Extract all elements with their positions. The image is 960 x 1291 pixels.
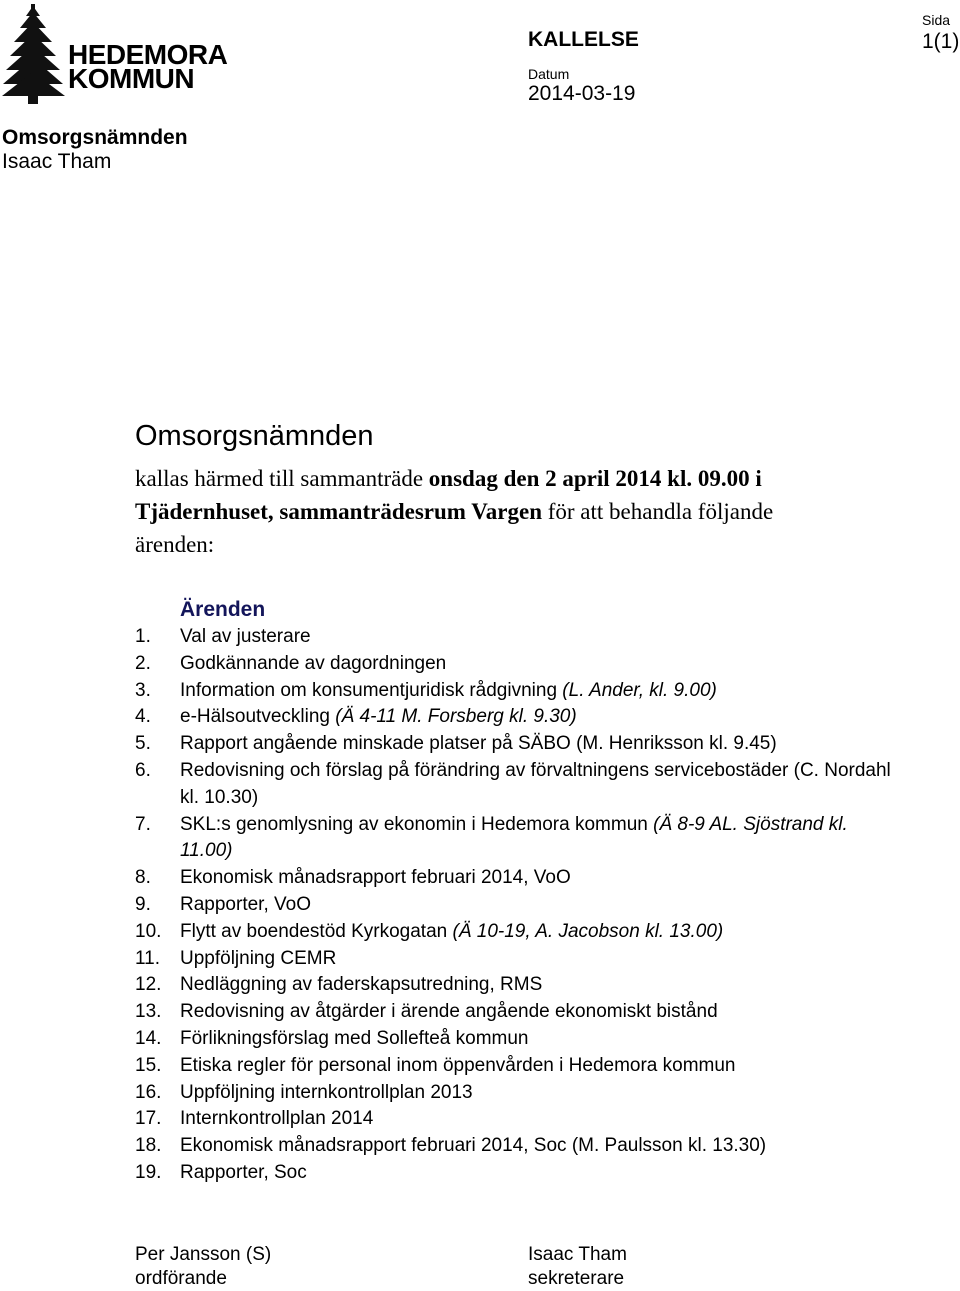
agenda-item-number: 8. — [135, 867, 151, 889]
agenda-title: Ärenden — [180, 598, 266, 621]
invitation-part-1: kallas härmed till sammanträde — [135, 466, 429, 491]
agenda-item-title: Val av justerare — [180, 626, 311, 647]
hedemora-kommun-logo — [2, 2, 228, 106]
agenda-item-number: 13. — [135, 1001, 162, 1023]
agenda-item-title: Internkontrollplan 2014 — [180, 1108, 374, 1130]
agenda-item-number: 15. — [135, 1054, 162, 1076]
agenda-item-text — [180, 1080, 895, 1107]
agenda-item — [135, 1133, 895, 1160]
agenda-item-text — [180, 624, 895, 651]
agenda-item-number: 14. — [135, 1027, 162, 1049]
signature-role: sekreterare — [528, 1268, 625, 1289]
logo-text-line2: KOMMUN — [68, 63, 195, 94]
invitation-meeting-details: onsdag den 2 april 2014 kl. 09.00 i Tjädernhuset, sammanträdesrum Vargen — [135, 466, 762, 524]
agenda-item-title: Etiska regler för personal inom öppenvården i Hedemora kommun — [180, 1054, 736, 1076]
agenda-item — [135, 1026, 895, 1053]
agenda-item-note: (L. Ander, kl. 9.00) — [562, 679, 717, 701]
date-value: 2014-03-19 — [528, 82, 636, 105]
agenda-item-title: Information om konsumentjuridisk rådgivning — [180, 679, 563, 701]
agenda-item-title: Uppföljning CEMR — [180, 947, 337, 969]
agenda-item-text — [180, 678, 895, 705]
agenda-item-number: 3. — [135, 679, 151, 701]
agenda-item — [135, 704, 895, 731]
agenda-item — [135, 731, 895, 758]
agenda-item-number: 16. — [135, 1081, 162, 1103]
agenda-item-title: Flytt av boendestöd Kyrkogatan — [180, 920, 453, 942]
agenda-item-number: 4. — [135, 706, 151, 728]
agenda-item-number: 19. — [135, 1161, 162, 1183]
agenda-item-note: (Ä 10-19, A. Jacobson kl. 13.00) — [452, 920, 724, 942]
agenda-item-number: 10. — [135, 920, 162, 942]
agenda-item-text — [180, 1053, 895, 1080]
agenda-list — [135, 624, 895, 1187]
logo-text-line1: HEDEMORA — [68, 39, 228, 70]
agenda-item-text — [180, 946, 895, 973]
agenda-item — [135, 1080, 895, 1107]
agenda-item-title: e-Hälsoutveckling — [180, 706, 336, 728]
agenda-item-text — [180, 731, 895, 758]
agenda-item — [135, 758, 895, 812]
signature-name: Isaac Tham — [528, 1244, 627, 1265]
agenda-item — [135, 946, 895, 973]
agenda-item — [135, 1106, 895, 1133]
agenda-item — [135, 972, 895, 999]
agenda-item — [135, 999, 895, 1026]
agenda-item-number: 17. — [135, 1108, 162, 1130]
agenda-item-text — [180, 704, 895, 731]
agenda-item — [135, 651, 895, 678]
agenda-item-text — [180, 1026, 895, 1053]
agenda-item — [135, 1053, 895, 1080]
agenda-item-number: 18. — [135, 1135, 162, 1157]
signature-secretary — [528, 1243, 627, 1291]
agenda-item-title: Redovisning och förslag på förändring av förvaltningens servicebostäder (C. Nordahl kl. 10.30) — [180, 759, 891, 808]
agenda-item-text — [180, 919, 895, 946]
agenda-item-title: Rapport angående minskade platser på SÄBO (M. Henriksson kl. 9.45) — [180, 733, 777, 755]
agenda-item-number: 2. — [135, 652, 151, 674]
page-label: Sida — [922, 12, 951, 28]
date-label: Datum — [528, 66, 570, 82]
agenda-item — [135, 678, 895, 705]
agenda-item-text — [180, 892, 895, 919]
agenda-item-number: 9. — [135, 893, 151, 915]
recipient-org: Omsorgsnämnden — [2, 126, 188, 149]
agenda-item-title: Godkännande av dagordningen — [180, 652, 447, 674]
agenda-item-note: (Ä 4-11 M. Forsberg kl. 9.30) — [335, 706, 577, 728]
agenda-item-title: Redovisning av åtgärder i ärende angående ekonomiskt bistånd — [180, 1001, 718, 1023]
agenda-item-text — [180, 1160, 895, 1187]
signature-chair — [135, 1243, 271, 1291]
agenda-item-number: 12. — [135, 974, 162, 996]
agenda-item-title: Rapporter, VoO — [180, 893, 311, 915]
agenda-item-text — [180, 651, 895, 678]
agenda-item-number: 6. — [135, 759, 151, 781]
agenda-item-text — [180, 999, 895, 1026]
agenda-item-text — [180, 758, 895, 812]
agenda-item-number: 7. — [135, 813, 151, 835]
agenda-item-note: (Ä 8-9 AL. Sjöstrand kl. 11.00) — [180, 813, 848, 862]
invitation-part-2: för att behandla följande ärenden: — [135, 499, 774, 557]
agenda-item-title: SKL:s genomlysning av ekonomin i Hedemora kommun — [180, 813, 654, 835]
signature-role: ordförande — [135, 1268, 227, 1289]
page-title: Omsorgsnämnden — [135, 420, 374, 452]
spruce-tree-icon — [2, 2, 66, 106]
agenda-item — [135, 892, 895, 919]
signature-name: Per Jansson (S) — [135, 1244, 272, 1265]
agenda-item-number: 1. — [135, 626, 151, 647]
page-value: 1(1) — [922, 30, 960, 53]
agenda-item-title: Ekonomisk månadsrapport februari 2014, Soc (M. Paulsson kl. 13.30) — [180, 1135, 767, 1157]
agenda-item-text — [180, 812, 895, 866]
agenda-item — [135, 919, 895, 946]
agenda-item-title: Ekonomisk månadsrapport februari 2014, VoO — [180, 867, 571, 889]
agenda-item — [135, 812, 895, 866]
agenda-item-title: Nedläggning av faderskapsutredning, RMS — [180, 974, 543, 996]
agenda-item-text — [180, 972, 895, 999]
agenda-item-title: Uppföljning internkontrollplan 2013 — [180, 1081, 473, 1103]
agenda-item-text — [180, 1106, 895, 1133]
agenda-item-text — [180, 1133, 895, 1160]
agenda-item-title: Rapporter, Soc — [180, 1161, 307, 1183]
document-type: KALLELSE — [528, 28, 639, 51]
agenda-item-text — [180, 865, 895, 892]
invitation-text — [135, 462, 855, 561]
recipient-name: Isaac Tham — [2, 150, 112, 173]
agenda-item — [135, 865, 895, 892]
agenda-item — [135, 1160, 895, 1187]
agenda-item-title: Förlikningsförslag med Sollefteå kommun — [180, 1027, 529, 1049]
agenda-item-number: 11. — [135, 947, 161, 969]
agenda-item — [135, 624, 895, 651]
agenda-item-number: 5. — [135, 733, 151, 755]
